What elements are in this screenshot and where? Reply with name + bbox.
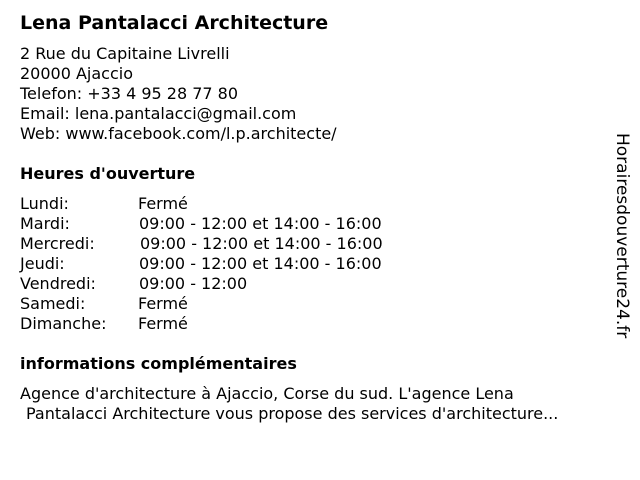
day-label: Mercredi:: [20, 234, 95, 253]
hours-value: Fermé: [138, 294, 188, 313]
description-line-2: Pantalacci Architecture vous propose des services d'architecture...: [26, 404, 559, 423]
day-label: Dimanche:: [20, 314, 107, 333]
day-label: Lundi:: [20, 194, 69, 213]
contact-block: [20, 44, 337, 144]
day-label: Samedi:: [20, 294, 86, 313]
day-label: Jeudi:: [20, 254, 65, 273]
business-name: Lena Pantalacci Architecture: [20, 12, 329, 34]
additional-info-heading: informations complémentaires: [20, 354, 297, 373]
hours-value: Fermé: [138, 314, 188, 333]
description-line-1: Agence d'architecture à Ajaccio, Corse du sud. L'agence Lena: [20, 384, 514, 403]
hours-value: 09:00 - 12:00 et 14:00 - 16:00: [140, 234, 383, 253]
address-line-1: 2 Rue du Capitaine Livrelli: [20, 44, 230, 63]
address-line-2: 20000 Ajaccio: [20, 64, 134, 83]
email-text: Email: lena.pantalacci@gmail.com: [20, 104, 297, 123]
hours-value: 09:00 - 12:00 et 14:00 - 16:00: [139, 254, 382, 273]
hours-value: Fermé: [138, 194, 188, 213]
website-text: Web: www.facebook.com/l.p.architecte/: [20, 124, 337, 143]
site-watermark: Horairesdouverture24.fr: [612, 133, 632, 339]
day-label: Mardi:: [20, 214, 70, 233]
hours-value: 09:00 - 12:00 et 14:00 - 16:00: [139, 214, 382, 233]
hours-value: 09:00 - 12:00: [139, 274, 248, 293]
description-text: [20, 384, 620, 424]
phone-text: Telefon: +33 4 95 28 77 80: [20, 84, 239, 103]
opening-hours-heading: Heures d'ouverture: [20, 164, 196, 183]
day-label: Vendredi:: [20, 274, 96, 293]
